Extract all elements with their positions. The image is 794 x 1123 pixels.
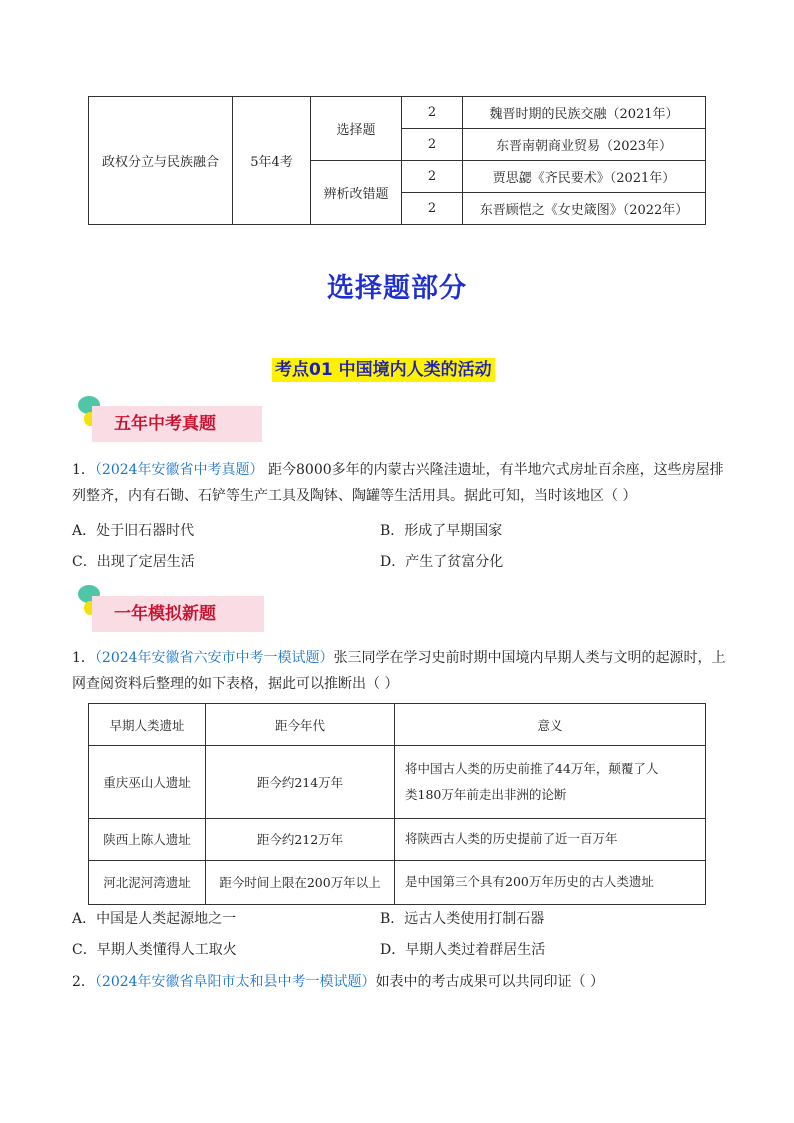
option-a[interactable]: A．处于旧石器时代: [72, 523, 195, 539]
question-1: [72, 457, 732, 509]
count-cell: 2: [402, 97, 463, 129]
table-row: [89, 746, 706, 818]
question-text: 如表中的考古成果可以共同印证（ ）: [375, 974, 605, 990]
site-cell: 河北泥河湾遗址: [89, 860, 206, 904]
age-cell: 距今约214万年: [206, 746, 395, 818]
question-2: [72, 645, 732, 697]
question-source: （2024年安徽省中考真题）: [94, 462, 264, 478]
option-b[interactable]: B．远古人类使用打制石器: [380, 911, 545, 927]
exam-point-title: 考点01 中国境内人类的活动: [272, 358, 495, 382]
question-text: 网查阅资料后整理的如下表格，据此可以推断出（ ）: [72, 676, 399, 692]
question-text: 距今8000多年的内蒙古兴隆洼遗址，有半地穴式房址百余座，这些房屋排: [263, 462, 724, 478]
question-source: （2024年安徽省六安市中考一模试题）: [94, 650, 334, 666]
table-header: 距今年代: [206, 704, 395, 746]
tag-one-year-mock: 一年模拟新题: [92, 596, 264, 632]
option-c[interactable]: C．早期人类懂得人工取火: [72, 942, 237, 958]
site-cell: 重庆巫山人遗址: [89, 746, 206, 818]
question-text: 列整齐，内有石锄、石铲等生产工具及陶钵、陶罐等生活用具。据此可知，当时该地区（ ）: [72, 488, 637, 504]
content-cell: 魏晋时期的民族交融（2021年）: [463, 97, 706, 129]
count-cell: 2: [402, 129, 463, 161]
question-source: （2024年安徽省阜阳市太和县中考一模试题）: [94, 974, 376, 990]
site-cell: 陕西上陈人遗址: [89, 818, 206, 860]
content-cell: 东晋南朝商业贸易（2023年）: [463, 129, 706, 161]
age-cell: 距今时间上限在200万年以上: [206, 860, 395, 904]
meaning-cell: 将陕西古人类的历史提前了近一百万年: [395, 818, 706, 860]
meaning-line: 类180万年前走出非洲的论断: [405, 786, 567, 802]
question-3: [72, 969, 604, 995]
question-number: 1．: [72, 462, 95, 478]
exam-summary-table: [88, 96, 706, 225]
table-row: [89, 860, 706, 904]
meaning-cell: 是中国第三个具有200万年历史的古人类遗址: [395, 860, 706, 904]
meaning-line: 将中国古人类的历史前推了44万年，颠覆了人: [405, 760, 659, 776]
section-title: 选择题部分: [327, 273, 467, 304]
meaning-cell: [395, 746, 706, 818]
theme-cell: 政权分立与民族融合: [89, 97, 233, 225]
tag-five-year-exam: 五年中考真题: [92, 406, 262, 442]
option-d[interactable]: D．早期人类过着群居生活: [380, 942, 546, 958]
question-text: 张三同学在学习史前时期中国境内早期人类与文明的起源时，上: [333, 650, 726, 666]
age-cell: 距今约212万年: [206, 818, 395, 860]
question-type-cell: 辨析改错题: [311, 161, 402, 225]
option-b[interactable]: B．形成了早期国家: [380, 523, 503, 539]
option-a[interactable]: A．中国是人类起源地之一: [72, 911, 237, 927]
content-cell: 贾思勰《齐民要术》（2021年）: [463, 161, 706, 193]
question-type-cell: 选择题: [311, 97, 402, 161]
option-c[interactable]: C．出现了定居生活: [72, 554, 195, 570]
content-cell: 东晋顾恺之《女史箴图》（2022年）: [463, 193, 706, 225]
question-number: 2．: [72, 974, 95, 990]
question-number: 1．: [72, 650, 95, 666]
table-header: 意义: [395, 704, 706, 746]
table-header: 早期人类遗址: [89, 704, 206, 746]
table-row: [89, 818, 706, 860]
option-d[interactable]: D．产生了贫富分化: [380, 554, 504, 570]
frequency-cell: 5年4考: [233, 97, 311, 225]
count-cell: 2: [402, 161, 463, 193]
count-cell: 2: [402, 193, 463, 225]
sites-table: [88, 703, 706, 905]
